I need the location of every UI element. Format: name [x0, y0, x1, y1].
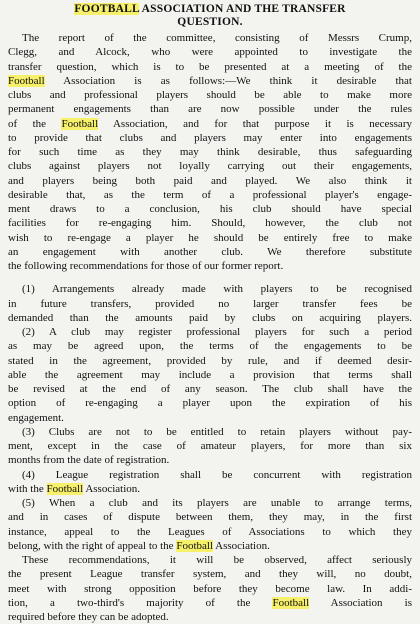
article-line: tion, a two-third's majority of the Football Association is: [8, 596, 412, 609]
article-line: wish to re-engage a player he should be entirely free to make: [8, 231, 412, 244]
headline-text: ASSOCIATION AND THE TRANSFER: [139, 3, 346, 15]
article-line: in future transfers, provided no larger transfer fees be: [8, 297, 412, 310]
article-line: engagement.: [8, 411, 64, 424]
article-body: [8, 31, 412, 624]
highlighted-search-term: Football: [176, 539, 213, 552]
article-line: The report of the committee, consisting of Messrs Crump,: [22, 32, 412, 44]
highlighted-search-term: FOOTBALL: [74, 3, 140, 15]
article-line: permanent engagements than are now possible under the rules: [8, 103, 412, 116]
article-line: clubs against players not loyally carrying out their engagements,: [8, 160, 412, 173]
article-line: option of re-engaging a player upon the expiration of his: [8, 397, 412, 410]
article-line: (1) Arrangements already made with players to be recognised: [22, 283, 412, 296]
article-line: transfer question, which is to be presented at a meeting of the: [8, 60, 412, 73]
article-line: facilities for re-engaging him. Should, however, the club not: [8, 217, 412, 230]
article-line: clubs and professional players should be able to make more: [8, 89, 412, 101]
article-line: (2) A club may register professional players for such a period: [22, 326, 412, 338]
headline: [0, 3, 420, 29]
article-line: (3) Clubs are not to be entitled to retain players without pay-: [22, 425, 412, 438]
article-line: and players being both paid and played. We also think it: [8, 174, 412, 187]
article-line: an engagement with another club. We therefore substitute: [8, 245, 412, 258]
article-line: months from the date of registration.: [8, 454, 170, 467]
article-line: required before they can be adopted.: [8, 611, 169, 623]
article-line: Football Association is as follows:—We think it desirable that: [8, 74, 412, 87]
article-line: (4) League registration shall be concurrent with registration: [22, 468, 412, 481]
article-line: ment, except in the case of amateur players, for more than six: [8, 440, 412, 452]
article-line: able the agreement may include a provision that terms shall: [8, 368, 412, 381]
article-line: as may be agreed upon, the terms of the engagements to be: [8, 340, 412, 353]
article-line: for such time as they may think desirable, thus safeguarding: [8, 146, 412, 158]
headline-line-1: [0, 3, 420, 16]
article-line: to provide that clubs and players may enter into engagements: [8, 131, 412, 144]
article-line: Clegg, and Alcock, who were appointed to investigate the: [8, 46, 412, 59]
highlighted-search-term: Football: [61, 117, 99, 130]
article-line: the present League transfer system, and they will, no doubt,: [8, 568, 412, 581]
article-line: belong, with the right of appeal to the Football Association.: [8, 539, 270, 552]
highlighted-search-term: Football: [46, 482, 84, 495]
article-line: stated in the agreement, provided by rule, and if deemed desir-: [8, 354, 412, 367]
article-line: instance, appeal to the Leagues of Associations to which they: [8, 525, 412, 538]
article-line: demanded than the amounts paid by clubs on acquiring players.: [8, 311, 412, 324]
article-line: and in cases of dispute between them, they may, in the first: [8, 511, 412, 524]
article-line: meet with strong opposition before they become law. In addi-: [8, 582, 412, 595]
article-line: These recommendations, it will be observed, affect seriously: [22, 554, 412, 566]
article-line: with the Football Association.: [8, 482, 141, 495]
article-line: of the Football Association, and for that purpose it is necessary: [8, 117, 412, 130]
article-line: be revised at the end of any season. The club shall have the: [8, 383, 412, 395]
highlighted-search-term: Football: [8, 74, 45, 87]
article-line: desirable that, as the term of a professional player's engage-: [8, 188, 412, 201]
article-line: (5) When a club and its players are unable to arrange terms,: [22, 497, 412, 509]
highlighted-search-term: Football: [272, 596, 310, 609]
article-line: the following recommendations for those of our former report.: [8, 260, 284, 272]
headline-line-2: QUESTION.: [177, 16, 243, 28]
article-line: ment draws to a conclusion, his club should have special: [8, 203, 412, 215]
